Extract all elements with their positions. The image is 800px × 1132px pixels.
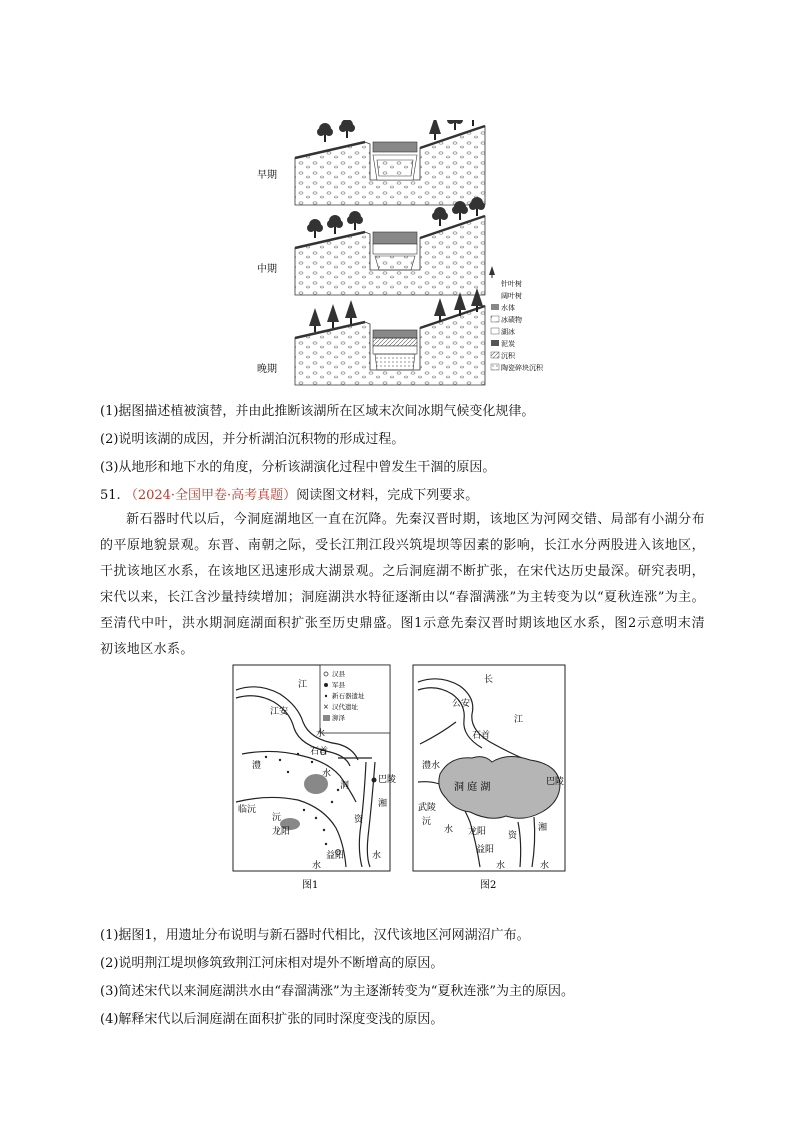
question-source: （2024·全国甲卷·高考真题） <box>124 488 297 503</box>
question-item: (1)据图描述植被演替，并由此推断该湖所在区域末次间冰期气候变化规律。 <box>100 404 535 419</box>
question-item: (4)解释宋代以后洞庭湖在面积扩张的同时深度变浅的原因。 <box>100 1012 444 1027</box>
material-paragraph: 新石器时代以后，今洞庭湖地区一直在沉降。先秦汉晋时期，该地区为河网交错、局部有小湖分布的平原地貌景观。东晋、南朝之际，受长江荆江段兴筑堤坝等因素的影响，长江水分两股进入该地区，干扰该地区水系，在该地区迅速形成大湖景观。之后洞庭湖不断扩张，在宋代达历史最深。研究表明，宋代以来，长江含沙量持续增加；洞庭湖洪水特征逐渐由以“春溜满涨”为主转变为以“夏秋连涨”为主。至清代中叶，洪水期洞庭湖面积扩张至历史鼎盛。图1示意先秦汉晋时期该地区水系，图2示意明末清初该地区水系。 <box>100 512 705 657</box>
svg-text:澧水: 澧水 <box>422 761 441 771</box>
svg-text:临沅: 临沅 <box>238 805 257 815</box>
svg-text:江: 江 <box>514 715 524 725</box>
svg-text:陶瓷碎块沉积: 陶瓷碎块沉积 <box>501 364 543 372</box>
question-item: (3)从地形和地下水的角度，分析该湖演化过程中曾发生干涸的原因。 <box>100 460 496 475</box>
map-2 <box>413 665 565 891</box>
maps-figure <box>228 662 574 894</box>
svg-text:湘: 湘 <box>378 799 388 809</box>
question-item: (1)据图1，用遗址分布说明与新石器时代相比，汉代该地区河网湖沼广布。 <box>100 928 530 943</box>
svg-text:石首: 石首 <box>310 747 329 757</box>
figure-legend <box>489 266 544 372</box>
svg-text:澧: 澧 <box>252 761 262 771</box>
svg-text:水: 水 <box>540 861 550 871</box>
svg-text:×: × <box>323 703 329 711</box>
lake-label: 洞 庭 湖 <box>454 782 491 793</box>
question-item: (2)说明荆江堤坝修筑致荆江河床相对堤外不断增高的原因。 <box>100 956 444 971</box>
svg-text:阔叶树: 阔叶树 <box>501 292 522 300</box>
svg-text:湘: 湘 <box>538 823 548 833</box>
svg-text:汉县: 汉县 <box>332 670 345 678</box>
svg-text:湖冰: 湖冰 <box>501 328 515 336</box>
svg-text:洞: 洞 <box>340 781 350 791</box>
stage-label: 早期 <box>257 170 277 181</box>
svg-text:龙阳: 龙阳 <box>468 827 487 837</box>
stage-early <box>257 120 485 205</box>
svg-text:沉积: 沉积 <box>501 352 515 360</box>
svg-text:江: 江 <box>298 680 308 690</box>
svg-text:龙阳: 龙阳 <box>272 827 291 837</box>
svg-text:资: 资 <box>508 831 518 841</box>
svg-text:江安: 江安 <box>270 707 289 717</box>
question-51-header <box>100 486 478 506</box>
svg-text:武陵: 武陵 <box>418 803 437 813</box>
svg-text:水: 水 <box>322 769 332 779</box>
svg-text:水: 水 <box>496 861 506 871</box>
svg-text:新石器遗址: 新石器遗址 <box>332 692 365 700</box>
svg-text:公安: 公安 <box>452 699 471 709</box>
svg-text:沅: 沅 <box>272 813 282 823</box>
svg-text:巴陵: 巴陵 <box>378 775 397 785</box>
lake-evolution-figure <box>255 120 555 395</box>
map1-caption: 图1 <box>302 880 319 891</box>
question-instruction: 阅读图文材料，完成下列要求。 <box>296 488 479 503</box>
svg-text:沅: 沅 <box>422 817 432 827</box>
svg-text:水体: 水体 <box>501 304 515 312</box>
svg-text:泥炭: 泥炭 <box>501 340 515 348</box>
map2-caption: 图2 <box>480 880 497 891</box>
stage-label: 晚期 <box>257 364 277 375</box>
svg-text:针叶树: 针叶树 <box>501 280 522 288</box>
svg-text:资: 资 <box>354 815 364 825</box>
stage-label: 中期 <box>257 264 277 275</box>
svg-text:巴陵: 巴陵 <box>546 777 565 787</box>
question-item: (3)简述宋代以来洞庭湖洪水由“春溜满涨”为主逐渐转变为“夏秋连涨”为主的原因。 <box>100 984 574 999</box>
svg-text:水: 水 <box>316 729 326 739</box>
svg-text:水: 水 <box>444 825 454 835</box>
stage-middle <box>257 197 485 295</box>
svg-text:冰碛物: 冰碛物 <box>501 316 522 324</box>
svg-text:水: 水 <box>372 851 382 861</box>
svg-text:长: 长 <box>484 675 494 685</box>
svg-text:汉代遗址: 汉代遗址 <box>332 703 358 711</box>
question-number: 51. <box>100 488 121 503</box>
question-item: (2)说明该湖的成因，并分析湖泊沉积物的形成过程。 <box>100 432 405 447</box>
stage-late <box>257 288 485 385</box>
svg-text:泖泽: 泖泽 <box>332 714 345 722</box>
map-1 <box>233 665 396 891</box>
svg-text:益阳: 益阳 <box>476 845 495 855</box>
svg-text:石首: 石首 <box>472 731 491 741</box>
svg-text:水: 水 <box>312 861 322 871</box>
svg-text:军县: 军县 <box>332 681 345 689</box>
svg-text:益阳: 益阳 <box>326 851 345 861</box>
